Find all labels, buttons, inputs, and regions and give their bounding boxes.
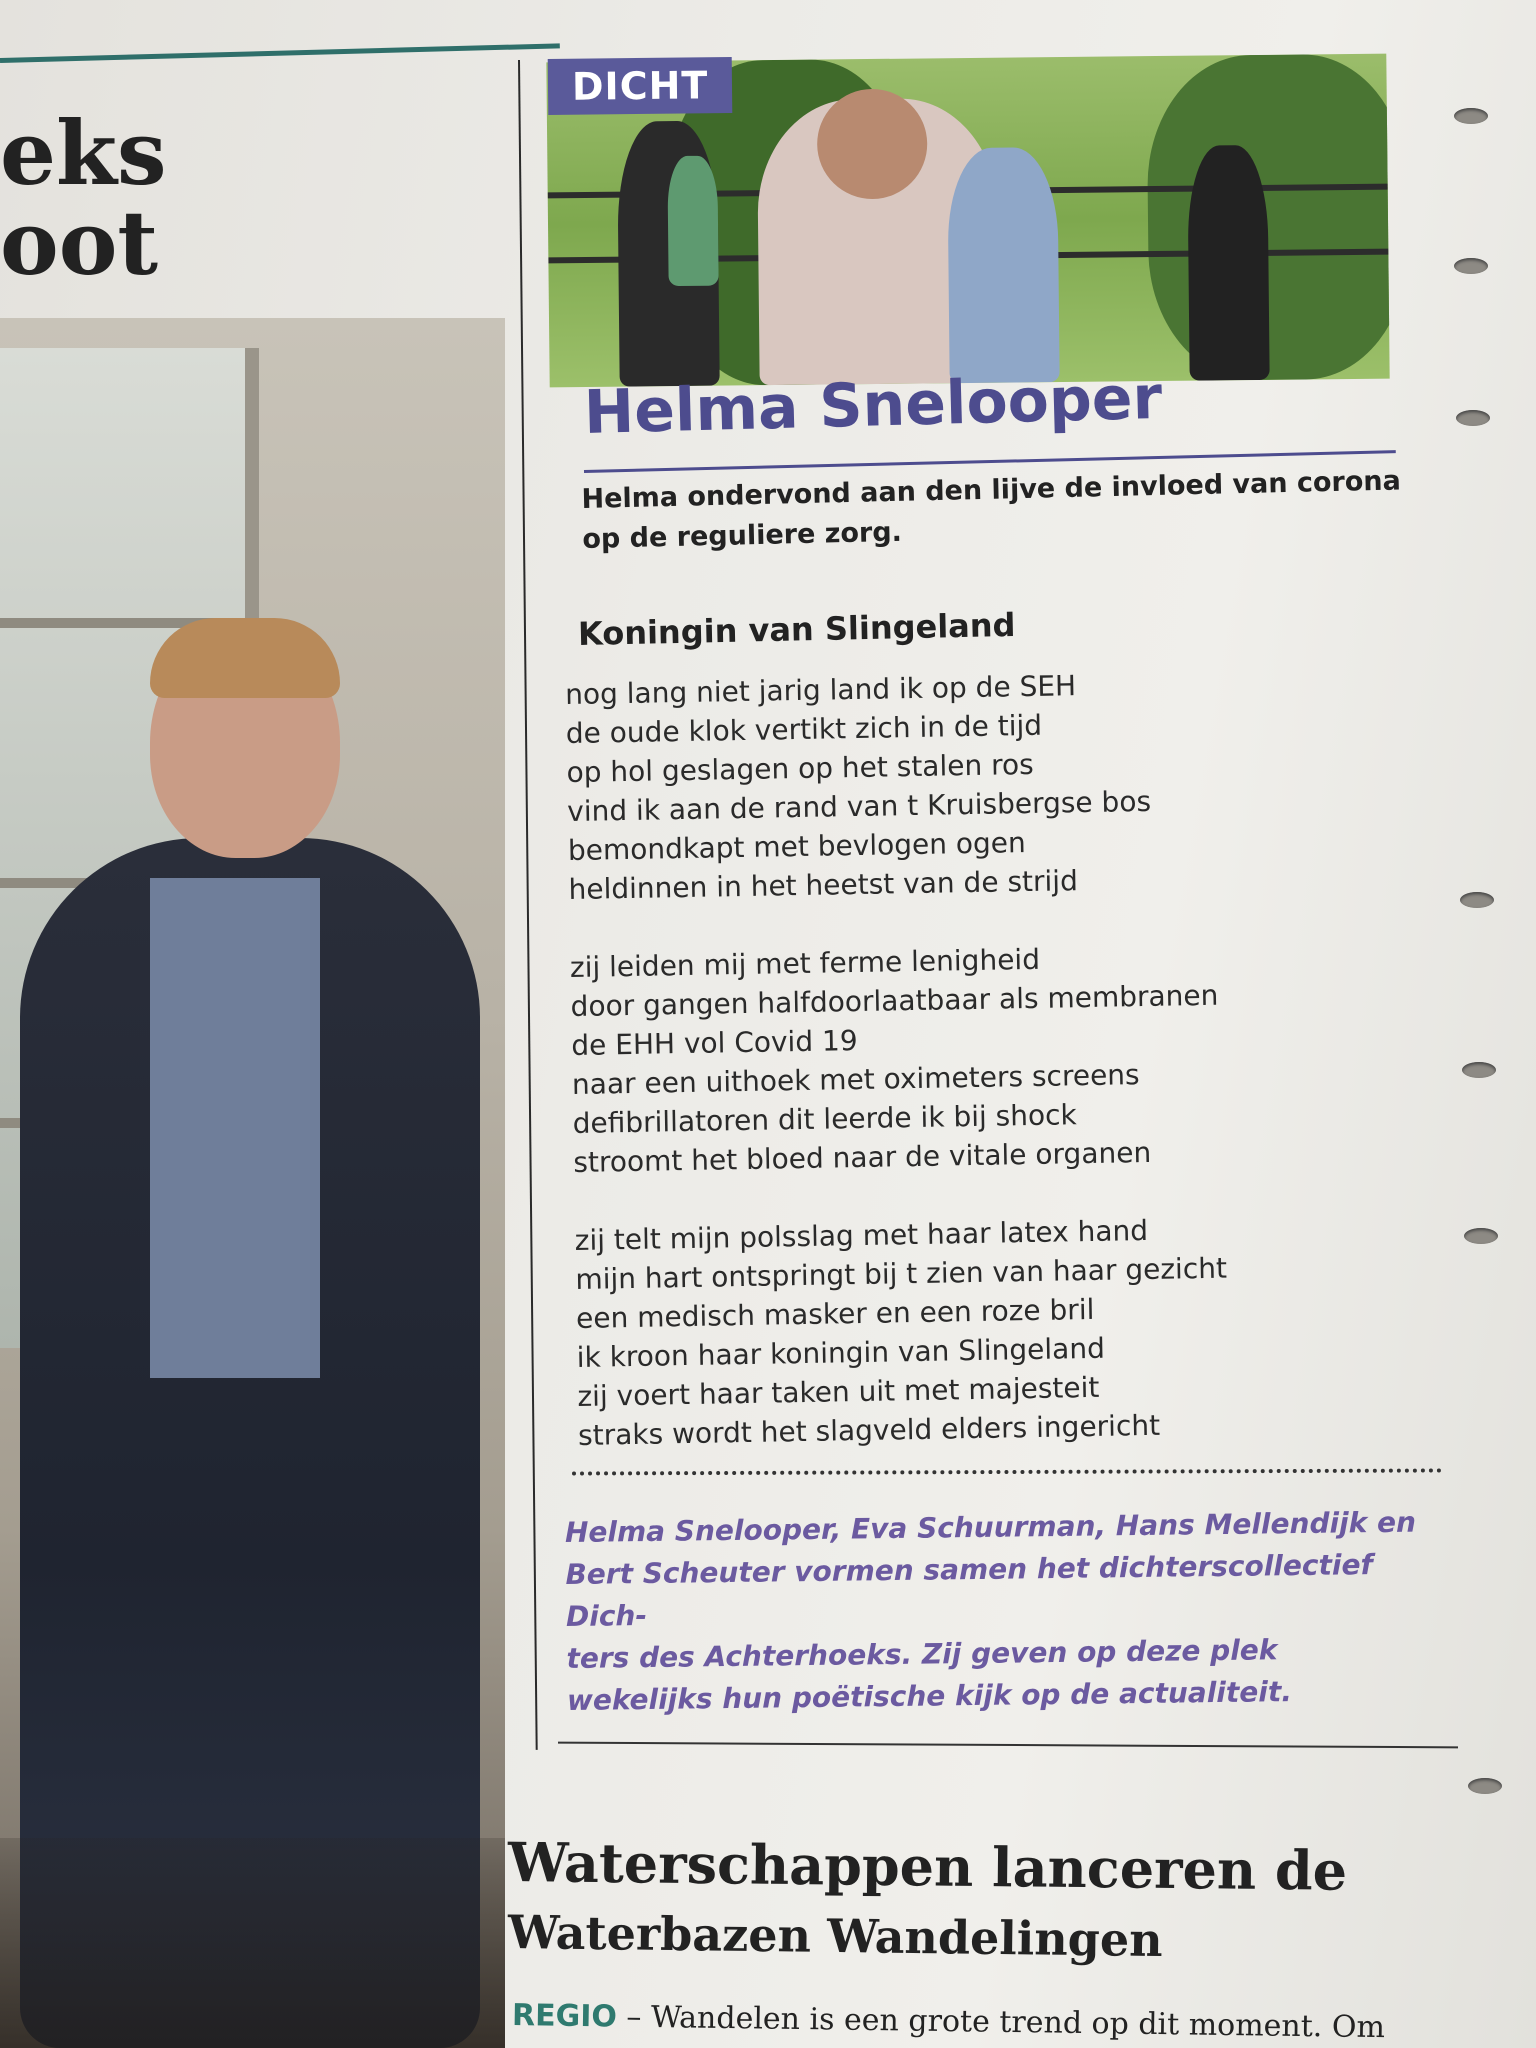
poet-head [817, 88, 928, 199]
poem-line: heldinnen in het heetst van de strijd [568, 864, 1079, 907]
next-article-lead [512, 1998, 1385, 2045]
poem-line: vind ik aan de rand van t Kruisbergse bos [566, 784, 1152, 829]
poem-line: nog lang niet jarig land ik op de SEH [564, 669, 1077, 712]
poem-line: naar een uithoek met oximeters screens [571, 1058, 1140, 1101]
poem-line: bemondkapt met bevlogen ogen [567, 826, 1026, 868]
binder-hole [1454, 108, 1488, 124]
about-line: Bert Scheuter vormen samen het dichterscollectief Dich- [565, 1548, 1373, 1633]
about-line: ters des Achterhoeks. Zij geven op deze plek [566, 1633, 1278, 1675]
lead-region: REGIO [511, 1998, 618, 2035]
poem-line: op hol geslagen op het stalen ros [566, 747, 1034, 790]
poem-stanza [570, 933, 1424, 1182]
poem-stanza [574, 1206, 1428, 1455]
poem-line: door gangen halfdoorlaatbaar als membranen [570, 978, 1219, 1024]
poem-line: een medisch masker en een roze bril [575, 1292, 1095, 1335]
left-headline-line2: oot [0, 191, 159, 295]
poet-figure [1187, 145, 1269, 381]
binder-hole [1464, 1228, 1498, 1244]
binder-hole [1468, 1778, 1502, 1794]
poem-line: straks wordt het slagveld elders ingericht [577, 1408, 1161, 1452]
column-border [518, 60, 538, 1750]
lead-text: – Wandelen is een grote trend op dit moment. Om [616, 1999, 1386, 2046]
poem-line: de oude klok vertikt zich in de tijd [565, 708, 1043, 751]
poem-line: mijn hart ontspringt bij t zien van haar gezicht [575, 1251, 1228, 1296]
portrait-photo [0, 318, 505, 2048]
column-bottom-rule [558, 1742, 1458, 1749]
floor-shadow [0, 1838, 505, 2048]
poem-body [565, 660, 1429, 1494]
next-article-subhead: Waterbazen Wandelingen [507, 1905, 1163, 1967]
poem-line: zij voert haar taken uit met majesteit [577, 1370, 1100, 1413]
poem-line: defibrillatoren dit leerde ik bij shock [572, 1098, 1077, 1140]
top-rule [0, 43, 560, 63]
person-hair [150, 618, 340, 698]
binder-hole [1456, 410, 1490, 426]
poem-line: zij leiden mij met ferme lenigheid [569, 942, 1041, 985]
poem-line: stroomt het bloed naar de vitale organen [573, 1135, 1152, 1179]
byline: Helma Snelooper [583, 362, 1163, 448]
poem-line: zij telt mijn polsslag met haar latex hand [574, 1213, 1149, 1257]
poem-line: ik kroon haar koningin van Slingeland [576, 1331, 1106, 1374]
section-tag: DICHT [548, 57, 733, 115]
about-line: Helma Snelooper, Eva Schuurman, Hans Mellendijk en [564, 1505, 1417, 1550]
person-shirt [150, 878, 320, 1378]
about-collective [565, 1501, 1447, 1722]
next-article-headline: Waterschappen lanceren de [507, 1830, 1348, 1903]
intro-text: Helma ondervond aan den lijve de invloed van corona op de reguliere zorg. [581, 465, 1402, 555]
left-partial-headline [0, 101, 167, 295]
binder-holes [1426, 0, 1536, 2048]
poem-title: Koningin van Slingeland [577, 605, 1016, 653]
binder-hole [1454, 258, 1488, 274]
poet-figure [947, 147, 1059, 383]
left-headline-line1: eks [0, 101, 167, 205]
about-line: wekelijks hun poëtische kijk op de actualiteit. [566, 1675, 1293, 1717]
poem-line: de EHH vol Covid 19 [571, 1024, 858, 1063]
binder-hole [1460, 892, 1494, 908]
poem-stanza [565, 660, 1419, 909]
poet-figure [667, 156, 718, 287]
binder-hole [1462, 1062, 1496, 1078]
